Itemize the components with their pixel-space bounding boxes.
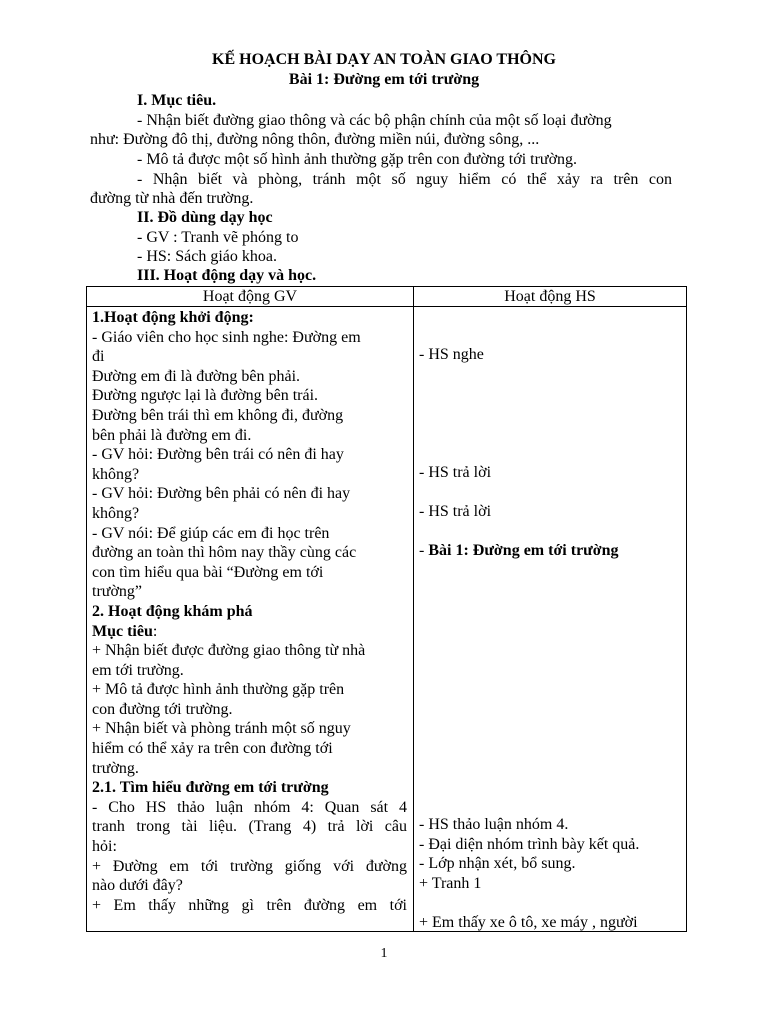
teacher-activities <box>92 308 407 915</box>
activity-heading: 2.1. Tìm hiểu đường em tới trường <box>92 779 329 797</box>
lesson-dash: - <box>419 542 429 559</box>
teacher-line: + Nhận biết và phòng tránh một số nguy <box>92 720 351 738</box>
section-heading-objectives: I. Mục tiêu. <box>137 92 217 109</box>
column-divider <box>413 287 414 931</box>
section-heading-activities: III. Hoạt động dạy và học. <box>137 267 317 284</box>
document-title: KẾ HOẠCH BÀI DẠY AN TOÀN GIAO THÔNG <box>212 51 556 68</box>
teacher-line: - GV hỏi: Đường bên phải có nên đi hay <box>92 485 351 503</box>
teacher-line: tranh trong tài liệu. (Trang 4) trả lời câu <box>92 818 407 836</box>
header-divider <box>87 306 686 307</box>
lesson-subtitle: Bài 1: Đường em tới trường <box>288 71 480 88</box>
section-heading-materials: II. Đồ dùng dạy học <box>137 209 273 226</box>
objective-line: như: Đường đô thị, đường nông thôn, đường miền núi, đường sông, ... <box>90 131 540 148</box>
objective-line: - Nhận biết đường giao thông và các bộ phận chính của một số loại đường <box>137 112 612 129</box>
page-number: 1 <box>380 946 388 961</box>
student-response: - Lớp nhận xét, bổ sung. <box>419 855 576 872</box>
activities-table <box>86 286 687 932</box>
teacher-line: + Nhận biết được đường giao thông từ nhà <box>92 642 366 660</box>
teacher-line: nào dưới đây? <box>92 877 183 895</box>
teacher-line: con tìm hiểu qua bài “Đường em tới <box>92 563 324 581</box>
student-response: - HS trả lời <box>419 464 492 481</box>
teacher-line: Đường bên trái thì em không đi, đường <box>92 406 344 424</box>
teacher-line: trường” <box>92 583 143 601</box>
activity-heading: 1.Hoạt động khởi động: <box>92 309 254 326</box>
teacher-line: hỏi: <box>92 838 117 856</box>
teacher-line: - Cho HS thảo luận nhóm 4: Quan sát 4 <box>92 798 407 816</box>
column-header-teacher: Hoạt động GV <box>202 288 298 305</box>
teacher-line: không? <box>92 504 140 522</box>
activity-heading: 2. Hoạt động khám phá <box>92 602 253 620</box>
objective-line: - Mô tả được một số hình ảnh thường gặp trên con đường tới trường. <box>137 151 578 168</box>
teacher-line: bên phải là đường em đi. <box>92 426 252 444</box>
teacher-line: Đường em đi là đường bên phải. <box>92 367 301 385</box>
materials-line: - HS: Sách giáo khoa. <box>137 248 277 265</box>
teacher-line: trường. <box>92 759 139 777</box>
teacher-line: hiểm có thể xảy ra trên con đường tới <box>92 740 333 758</box>
teacher-line: Đường ngược lại là đường bên trái. <box>92 387 319 405</box>
teacher-line: - GV nói: Để giúp các em đi học trên <box>92 524 330 542</box>
objective-label <box>92 622 407 642</box>
student-response: - HS trả lời <box>419 503 492 520</box>
student-response: - HS nghe <box>419 346 484 363</box>
teacher-line: + Đường em tới trường giống với đường <box>92 857 407 875</box>
teacher-line: con đường tới trường. <box>92 700 233 718</box>
objective-label-colon: : <box>152 622 158 640</box>
lesson-title-ref: Bài 1: Đường em tới trường <box>428 542 619 559</box>
teacher-line: + Mô tả được hình ảnh thường gặp trên <box>92 681 345 699</box>
teacher-line: - GV hỏi: Đường bên trái có nên đi hay <box>92 446 344 464</box>
student-response: - HS thảo luận nhóm 4. <box>419 816 569 833</box>
teacher-line: không? <box>92 465 140 483</box>
materials-line: - GV : Tranh vẽ phóng to <box>137 229 299 246</box>
teacher-line: đường an toàn thì hôm nay thầy cùng các <box>92 544 357 562</box>
teacher-line: em tới trường. <box>92 661 184 679</box>
objective-label-text: Mục tiêu <box>92 622 153 640</box>
student-response: - Đại diện nhóm trình bày kết quả. <box>419 836 640 853</box>
teacher-line: + Em thấy những gì trên đường em tới <box>92 896 407 914</box>
column-header-student: Hoạt động HS <box>504 288 596 305</box>
objective-line: - Nhận biết và phòng, tránh một số nguy hiểm có thể xảy ra trên con <box>137 171 672 188</box>
objective-line: đường từ nhà đến trường. <box>90 190 254 207</box>
student-response: + Tranh 1 <box>419 875 482 892</box>
student-response-lesson <box>419 541 619 561</box>
student-response: + Em thấy xe ô tô, xe máy , người <box>419 914 638 931</box>
teacher-line: đi <box>92 348 105 366</box>
teacher-line: - Giáo viên cho học sinh nghe: Đường em <box>92 328 361 346</box>
